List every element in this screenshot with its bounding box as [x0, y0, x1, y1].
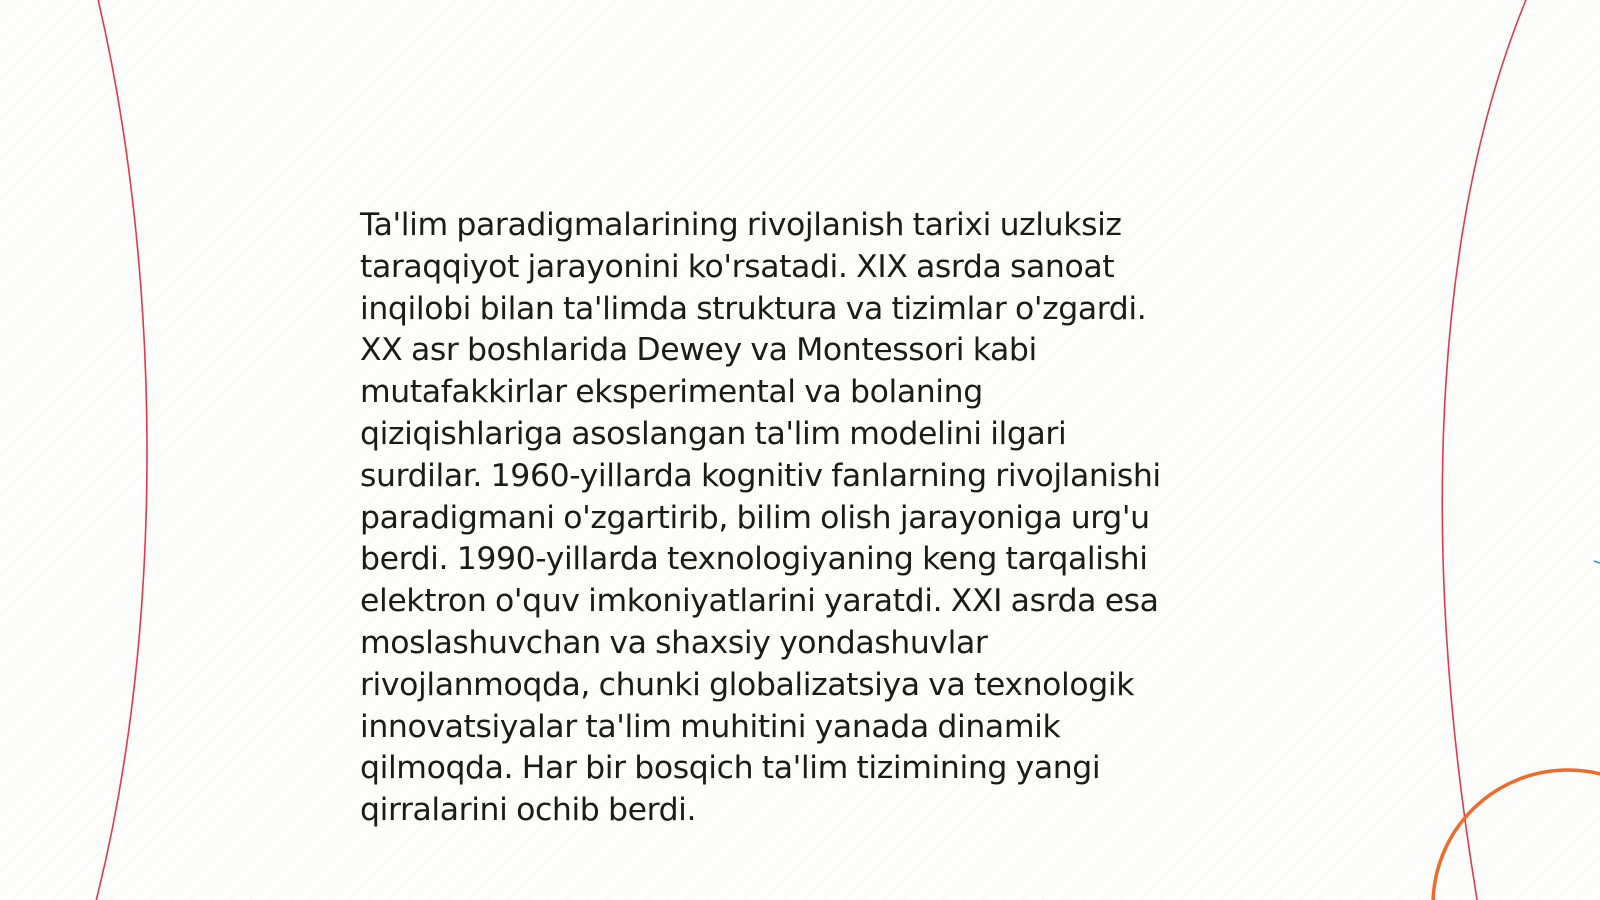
paragraph-line: moslashuvchan va shaxsiy yondashuvlar — [360, 624, 988, 661]
paragraph-line: qilmoqda. Har bir bosqich ta'lim tizimining yangi — [360, 750, 1101, 787]
paragraph-line: rivojlanmoqda, chunki globalizatsiya va texnologik — [360, 666, 1135, 703]
paragraph-line: qiziqishlariga asoslangan ta'lim modelini ilgari — [360, 415, 1067, 452]
blue-accent-mark — [1594, 561, 1600, 563]
paragraph-line: inqilobi bilan ta'limda struktura va tizimlar o'zgardi. — [360, 290, 1147, 327]
paragraph-line: elektron o'quv imkoniyatlarini yaratdi. XXI asrda esa — [360, 583, 1159, 620]
paragraph-line: innovatsiyalar ta'lim muhitini yanada dinamik — [360, 708, 1061, 745]
orange-circle — [1433, 770, 1600, 900]
paragraph-line: taraqqiyot jarayonini ko'rsatadi. XIX asrda sanoat — [360, 248, 1115, 285]
paragraph-line: Ta'lim paradigmalarining rivojlanish tarixi uzluksiz — [360, 207, 1122, 243]
paragraph-line: berdi. 1990-yillarda texnologiyaning keng tarqalishi — [360, 541, 1148, 578]
body-paragraph — [360, 205, 1240, 832]
paragraph-line: qirralarini ochib berdi. — [360, 792, 697, 829]
paragraph-line: paradigmani o'zgartirib, bilim olish jarayoniga urg'u — [360, 499, 1150, 536]
paragraph-line: surdilar. 1960-yillarda kognitiv fanlarning rivojlanishi — [360, 457, 1161, 494]
right-curve — [1442, 0, 1528, 900]
paragraph-line: mutafakkirlar eksperimental va bolaning — [360, 374, 983, 411]
left-curve — [95, 0, 147, 900]
paragraph-line: XX asr boshlarida Dewey va Montessori kabi — [360, 332, 1037, 369]
